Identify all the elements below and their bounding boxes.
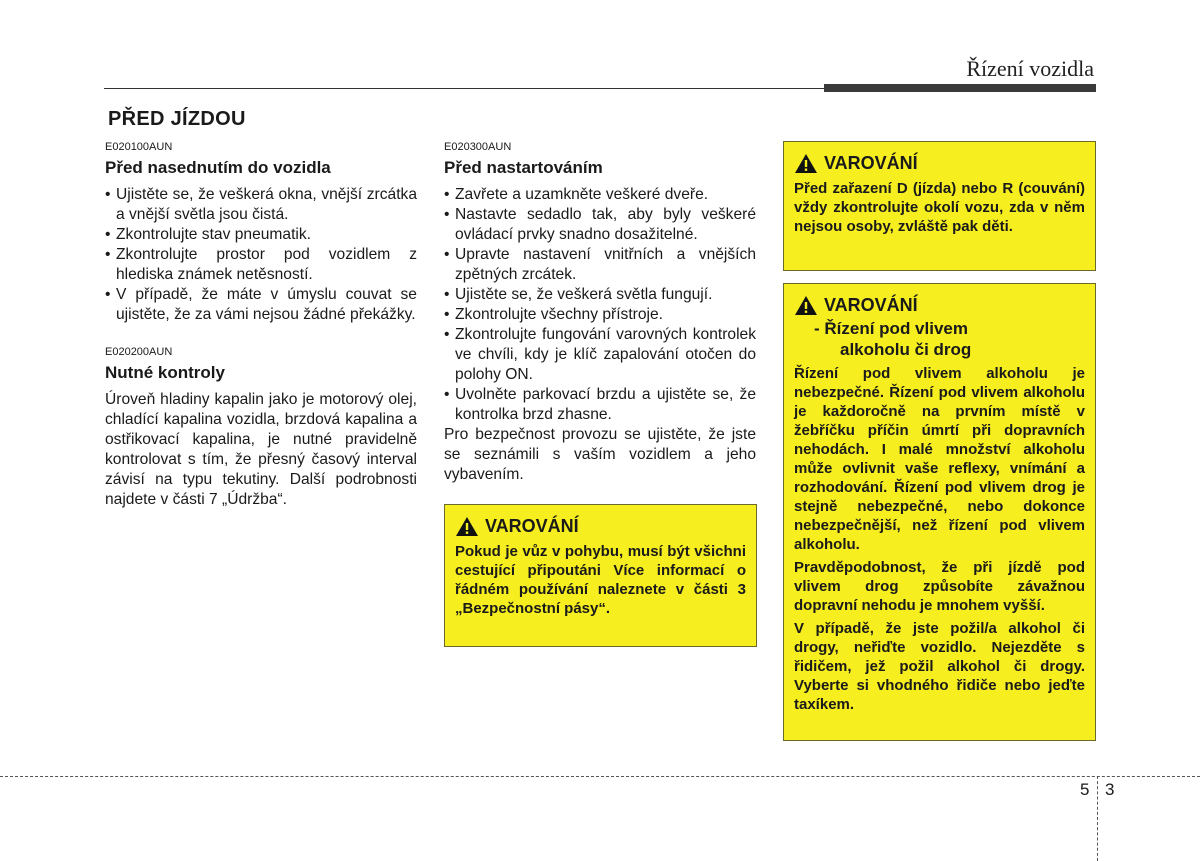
- paragraph-safety: Pro bezpečnost provozu se ujistěte, že jste se seznámili s vaším vozidlem a jeho vybavením.: [444, 426, 756, 483]
- warning-triangle-icon: [455, 516, 479, 537]
- subheading-before-starting: Před nastartováním: [444, 158, 603, 177]
- warning-triangle-icon: [794, 153, 818, 174]
- list-item: • V případě, že máte v úmyslu couvat se ujistěte, že za vámi nejsou žádné překážky.: [105, 285, 417, 325]
- list-item: • Ujistěte se, že veškerá světla fungují.: [444, 285, 756, 305]
- subheading-before-entering: Před nasednutím do vozidla: [105, 158, 331, 177]
- footer-page-divider: [1097, 776, 1098, 861]
- warning-text: V případě, že jste požil/a alkohol či drogy, neřiďte vozidlo. Nejezděte s řidičem, jež požil alkohol či drogy. Vyberte si vhodného řidiče nebo jeďte taxíkem.: [794, 620, 1085, 713]
- list-item: • Zkontrolujte všechny přístroje.: [444, 305, 756, 325]
- list-item: • Zavřete a uzamkněte veškeré dveře.: [444, 185, 756, 205]
- column-middle: [444, 140, 756, 485]
- warning-text: Pravděpodobnost, že při jízdě pod vlivem drog způsobíte závažnou dopravní nehodu je mnohem vyšší.: [794, 559, 1085, 614]
- section-code: E020200AUN: [105, 346, 173, 358]
- chapter-number: 5: [1080, 780, 1090, 799]
- list-item: • Upravte nastavení vnitřních a vnějších zpětných zrcátek.: [444, 245, 756, 285]
- section-code: E020100AUN: [105, 141, 173, 153]
- section-code: E020300AUN: [444, 141, 512, 153]
- list-item: • Uvolněte parkovací brzdu a ujistěte se, že kontrolka brzd zhasne.: [444, 385, 756, 425]
- warning-title: VAROVÁNÍ: [485, 516, 579, 536]
- warning-subtitle-line: - Řízení pod vlivem: [814, 319, 968, 338]
- warning-text: Před zařazení D (jízda) nebo R (couvání) vždy zkontrolujte okolí vozu, zda v něm nejsou osoby, zvláště pak děti.: [794, 180, 1085, 235]
- page-number: 3: [1105, 780, 1115, 799]
- warning-title: VAROVÁNÍ: [824, 295, 918, 315]
- paragraph-required-checks: Úroveň hladiny kapalin jako je motorový olej, chladící kapalina vozidla, brzdová kapalina a ostřikovací kapalina, je nutné pravidelně kontrolovat s tím, že přesný časový interval závisí na typu tekutiny. Další podrobnosti najdete v části 7 „Údržba“.: [105, 391, 417, 508]
- header-rule-bold: [824, 84, 1096, 92]
- list-item: • Nastavte sedadlo tak, aby byly veškeré ovládací prvky snadno dosažitelné.: [444, 205, 756, 245]
- warning-box-seat-belts: [444, 504, 757, 647]
- warning-subtitle: [814, 318, 1085, 360]
- header-title: Řízení vozidla: [966, 56, 1094, 81]
- column-left: [105, 140, 417, 510]
- warning-box-gear-shift: [783, 141, 1096, 271]
- list-item: • Zkontrolujte prostor pod vozidlem z hlediska známek netěsností.: [105, 245, 417, 285]
- list-item: • Zkontrolujte stav pneumatik.: [105, 225, 417, 245]
- warning-box-alcohol-drugs: [783, 283, 1096, 741]
- warning-header: [794, 152, 1085, 174]
- warning-text: Řízení pod vlivem alkoholu je nebezpečné. Řízení pod vlivem alkoholu je každoročně na prvním místě v žebříčku příčin úmrtí při dopravních nehodách. I malé množství alkoholu může ovlivnit vaše reflexy, vnímání a rozhodování. Řízení pod vlivem drog je stejně nebezpečné, nebo dokonce nebezpečnější, než řízení pod vlivem alkoholu.: [794, 365, 1085, 553]
- section-title: PŘED JÍZDOU: [108, 108, 246, 130]
- header-rule: [104, 88, 824, 89]
- list-item: • Ujistěte se, že veškerá okna, vnější zrcátka a vnější světla jsou čistá.: [105, 185, 417, 225]
- warning-text: Pokud je vůz v pohybu, musí být všichni cestující připoutáni Více informací o řádném používání naleznete v části 3 „Bezpečnostní pásy“.: [455, 543, 746, 617]
- subheading-required-checks: Nutné kontroly: [105, 363, 225, 382]
- warning-subtitle-line: alkoholu či drog: [840, 340, 972, 359]
- checklist-before-entering: [105, 185, 417, 325]
- warning-title: VAROVÁNÍ: [824, 153, 918, 173]
- warning-header: [794, 294, 1085, 316]
- warning-header: [455, 515, 746, 537]
- footer-divider: [0, 776, 1200, 777]
- checklist-before-starting: [444, 185, 756, 425]
- warning-triangle-icon: [794, 295, 818, 316]
- list-item: • Zkontrolujte fungování varovných kontrolek ve chvíli, kdy je klíč zapalování otočen do polohy ON.: [444, 325, 756, 385]
